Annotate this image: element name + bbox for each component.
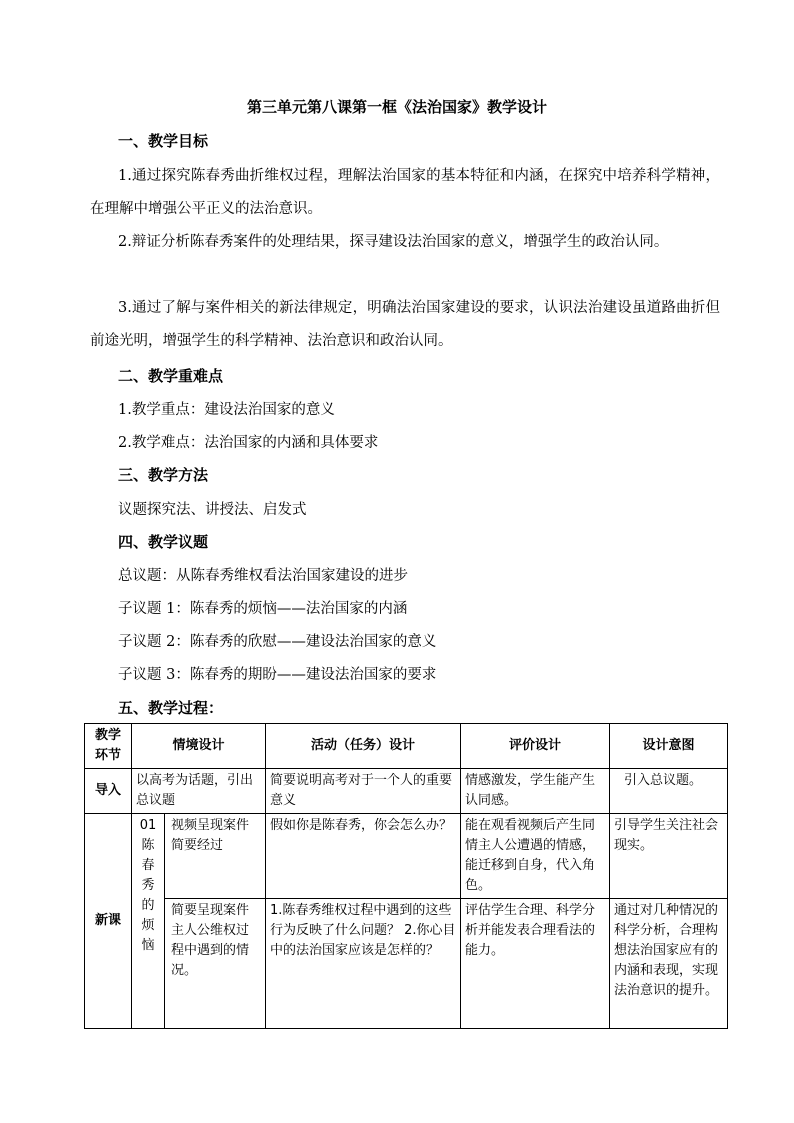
new-row2-scenario: 简要呈现案件主人公维权过程中遇到的情况。 [165, 899, 266, 1029]
table-row-new-2 [85, 899, 728, 1029]
new-lesson-stage: 新课 [85, 814, 132, 1029]
intro-evaluation: 情感激发，学生能产生认同感。 [461, 769, 610, 814]
table-row-intro [85, 769, 728, 814]
intro-stage: 导入 [85, 769, 132, 814]
topic-sub-2: 子议题 2：陈春秀的欣慰——建设法治国家的意义 [118, 634, 437, 650]
header-evaluation: 评价设计 [461, 724, 610, 769]
teaching-process-table [84, 723, 728, 1029]
header-scenario: 情境设计 [132, 724, 266, 769]
new-row2-evaluation: 评估学生合理、科学分析并能发表合理看法的能力。 [461, 899, 610, 1029]
document-title: 第三单元第八课第一框《法治国家》教学设计 [246, 98, 547, 116]
heading-process: 五、教学过程： [118, 699, 224, 717]
topic-sub-3: 子议题 3：陈春秀的期盼——建设法治国家的要求 [118, 667, 437, 683]
objective-item-3: 3.通过了解与案件相关的新法律规定，明确法治国家建设的要求，认识法治建设虽道路曲折但前途光明，增强学生的科学精神、法治意识和政治认同。 [90, 300, 720, 349]
header-intent: 设计意图 [610, 724, 728, 769]
key-point-item-2: 2.教学难点：法治国家的内涵和具体要求 [118, 435, 379, 451]
new-row1-scenario: 视频呈现案件简要经过 [165, 814, 266, 899]
topic-main: 总议题：从陈春秀维权看法治国家建设的进步 [118, 568, 408, 584]
intro-intent: 引入总议题。 [610, 769, 728, 814]
new-row1-evaluation: 能在观看视频后产生同情主人公遭遇的情感，能迁移到自身，代入角色。 [461, 814, 610, 899]
new-row2-intent: 通过对几种情况的科学分析，合理构想法治国家应有的内涵和表现，实现法治意识的提升。 [610, 899, 728, 1029]
objective-item-1: 1.通过探究陈春秀曲折维权过程，理解法治国家的基本特征和内涵，在探究中培养科学精神，在理解中增强公平正义的法治意识。 [90, 168, 720, 217]
subtopic-label: 01 陈 春 秀 的 烦 恼 [132, 814, 165, 1029]
table-header-row [85, 724, 728, 769]
header-activity: 活动（任务）设计 [266, 724, 461, 769]
new-row2-activity: 1.陈春秀维权过程中遇到的这些行为反映了什么问题？ 2.你心目中的法治国家应该是怎样的？ [266, 899, 461, 1029]
heading-key-points: 二、教学重难点 [118, 367, 224, 385]
heading-objectives: 一、教学目标 [118, 132, 209, 150]
heading-topics: 四、教学议题 [118, 533, 209, 551]
heading-methods: 三、教学方法 [118, 466, 209, 484]
intro-activity: 简要说明高考对于一个人的重要意义 [266, 769, 461, 814]
new-row1-intent: 引导学生关注社会现实。 [610, 814, 728, 899]
key-point-item-1: 1.教学重点：建设法治国家的意义 [118, 402, 335, 418]
intro-scenario: 以高考为话题，引出总议题 [132, 769, 266, 814]
header-stage: 教学环节 [85, 724, 132, 769]
topic-sub-1: 子议题 1：陈春秀的烦恼——法治国家的内涵 [118, 601, 408, 617]
methods-text: 议题探究法、讲授法、启发式 [118, 502, 307, 518]
objective-item-2: 2.辩证分析陈春秀案件的处理结果，探寻建设法治国家的意义，增强学生的政治认同。 [118, 234, 669, 250]
new-row1-activity: 假如你是陈春秀，你会怎么办？ [266, 814, 461, 899]
table-row-new-1 [85, 814, 728, 899]
